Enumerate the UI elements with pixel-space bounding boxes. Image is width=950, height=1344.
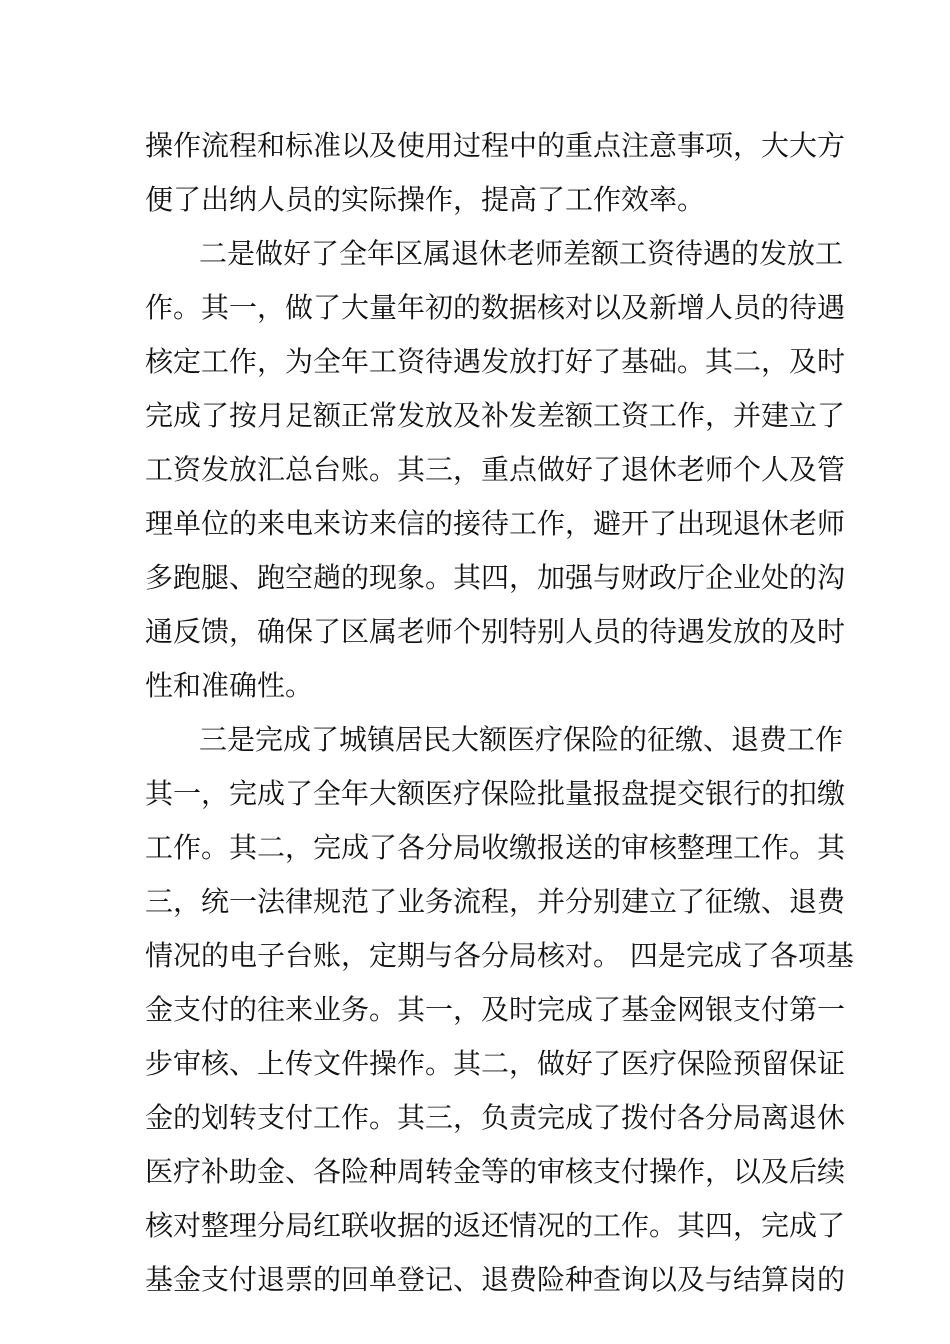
text-line-20: 医疗补助金、各险种周转金等的审核支付操作，以及后续 bbox=[145, 1155, 846, 1188]
text-line-21: 核对整理分局红联收据的返还情况的工作。其四，完成了 bbox=[145, 1209, 846, 1242]
text-line-18: 步审核、上传文件操作。其二，做好了医疗保险预留保证 bbox=[145, 1047, 846, 1080]
text-line-17: 金支付的往来业务。其一，及时完成了基金网银支付第一 bbox=[145, 993, 846, 1026]
text-line-15: 三，统一法律规范了业务流程，并分别建立了征缴、退费 bbox=[145, 885, 846, 918]
text-line-13: 其一，完成了全年大额医疗保险批量报盘提交银行的扣缴 bbox=[145, 777, 846, 810]
text-line-19: 金的划转支付工作。其三，负责完成了拨付各分局离退休 bbox=[145, 1101, 846, 1134]
text-line-9: 多跑腿、跑空趟的现象。其四，加强与财政厅企业处的沟 bbox=[145, 561, 846, 594]
text-line-16: 情况的电子台账，定期与各分局核对。 四是完成了各项基 bbox=[145, 939, 854, 972]
text-line-10: 通反馈，确保了区属老师个别特别人员的待遇发放的及时 bbox=[145, 615, 846, 648]
text-line-1: 操作流程和标准以及使用过程中的重点注意事项，大大方 bbox=[145, 129, 846, 162]
text-line-6: 完成了按月足额正常发放及补发差额工资工作，并建立了 bbox=[145, 399, 846, 432]
text-line-3: 二是做好了全年区属退休老师差额工资待遇的发放工 bbox=[199, 237, 844, 270]
text-line-5: 核定工作，为全年工资待遇发放打好了基础。其二，及时 bbox=[145, 345, 846, 378]
text-line-14: 工作。其二，完成了各分局收缴报送的审核整理工作。其 bbox=[145, 831, 846, 864]
text-line-2: 便了出纳人员的实际操作，提高了工作效率。 bbox=[145, 183, 706, 216]
text-line-4: 作。其一，做了大量年初的数据核对以及新增人员的待遇 bbox=[145, 291, 846, 324]
text-line-7: 工资发放汇总台账。其三，重点做好了退休老师个人及管 bbox=[145, 453, 846, 486]
text-line-8: 理单位的来电来访来信的接待工作，避开了出现退休老师 bbox=[145, 507, 846, 540]
text-line-12: 三是完成了城镇居民大额医疗保险的征缴、退费工作 bbox=[199, 723, 844, 756]
text-line-22: 基金支付退票的回单登记、退费险种查询以及与结算岗的 bbox=[145, 1263, 846, 1296]
text-line-11: 性和准确性。 bbox=[145, 669, 314, 702]
